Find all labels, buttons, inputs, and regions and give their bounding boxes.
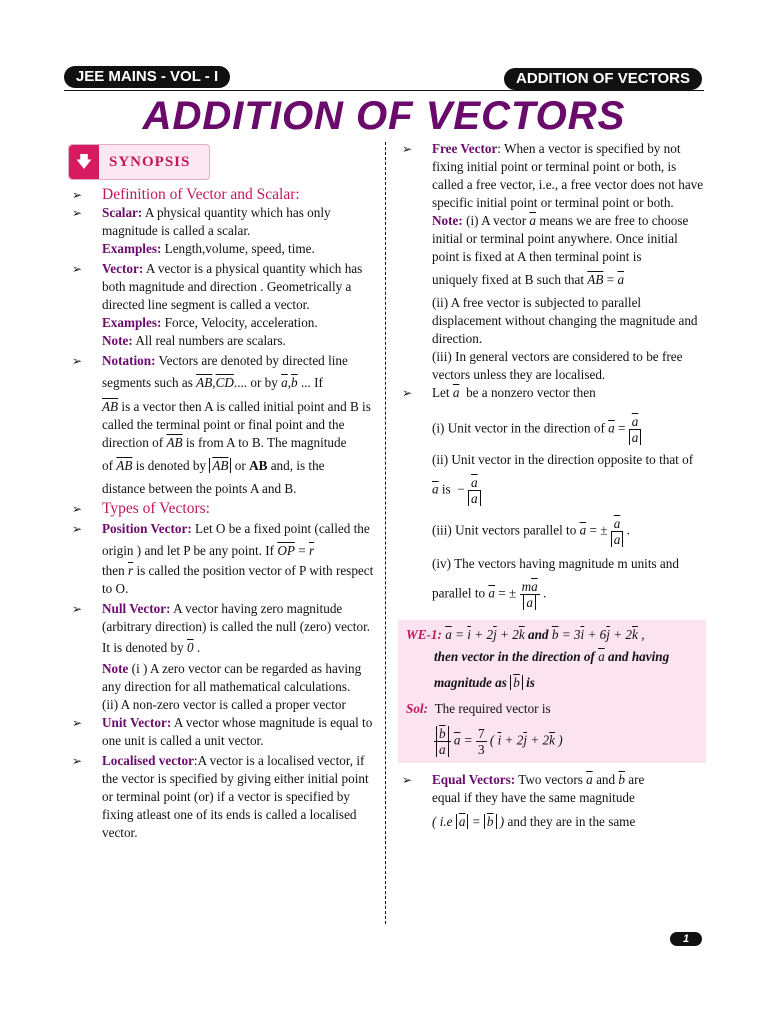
list-item: [64, 332, 380, 350]
term: Examples:: [102, 241, 162, 256]
text: A vector whose magnitude is equal to one unit is called a unit vector.: [102, 715, 373, 748]
list-item: ➢ Definition of Vector and Scalar:: [72, 186, 300, 203]
text: are: [628, 772, 645, 787]
list-item: [394, 555, 706, 573]
text: then vector in the direction of: [434, 649, 595, 664]
list-item: [394, 348, 706, 384]
text: equal if they have the same magnitude: [432, 790, 635, 805]
list-item: [394, 294, 706, 348]
text: A vector having zero magnitude (arbitrary direction) is called the null (zero) vector.: [102, 601, 371, 634]
column-divider: [385, 142, 386, 924]
math: $\overline{a}$: [529, 213, 537, 228]
math: $\overline{a}$: [488, 585, 495, 601]
solution-label: Sol:: [406, 701, 428, 716]
text: and, is the: [270, 458, 325, 473]
list-item: (iii) Unit vectors parallel to $\overline{a}$ = ± $\frac{\overline{a}}{a}$ .: [432, 516, 630, 547]
math: 0: [186, 640, 194, 655]
text: It is denoted by: [102, 640, 184, 655]
synopsis-badge: [68, 144, 210, 180]
math: $\overline{a}$: [452, 385, 460, 400]
header-rule: [64, 90, 704, 91]
text: AB: [249, 458, 268, 473]
synopsis-label: SYNOPSIS: [109, 154, 191, 170]
math: $\overline{r}$: [308, 543, 315, 558]
list-item: [64, 314, 380, 332]
text: of: [102, 458, 113, 473]
text: Vectors are denoted by directed line: [158, 353, 348, 368]
text: A vector is a physical quantity which has both magnitude and direction .: [102, 261, 363, 294]
text: or: [234, 458, 246, 473]
list-item: [64, 660, 380, 696]
text: A physical quantity which has only magnitude is called a scalar.: [102, 205, 331, 238]
text: ... If: [300, 375, 323, 390]
solution-formula: $\frac{\overline{b}}{a}$ $\overline{a}$ = $\frac{7}{3}$ ( $\overline{i} + 2\overline{j} + 2\overline{k}$ ): [406, 726, 700, 757]
list-item: [64, 480, 380, 498]
text: : When a vector is specified by not fixing initial point or terminal point or both, is called a free vector, i.e., a free vector does not have specific initial point or terminal point or both.: [432, 141, 704, 210]
math-fraction: $\frac{\overline{a}}{a}$: [629, 414, 642, 445]
text: distance between the points A and B.: [102, 481, 297, 496]
left-column: [64, 144, 380, 842]
term: Equal Vectors:: [432, 772, 516, 787]
term: Localised vector: [102, 753, 194, 768]
list-item: ➢ Vector: A vector is a physical quantity which has both magnitude and direction . Geometrically a directed line segment is called a vector.: [72, 261, 363, 312]
list-item: parallel to $\overline{a}$ = ± $\frac{m\overline{a}}{a}$ .: [432, 579, 547, 610]
list-item: ➢ Notation: Vectors are denoted by directed line: [72, 353, 348, 368]
math: $\overline{AB}$: [587, 272, 604, 287]
list-item: segments such as $\overline{AB},\overline{CD}$.... or by $\overline{a},\overline{b}$ ... If: [102, 375, 323, 390]
text: is denoted by: [135, 458, 207, 473]
list-item: [64, 562, 380, 598]
term: Examples:: [102, 315, 162, 330]
math: $\overline{AB}$: [209, 458, 231, 473]
math: $\overline{r}$: [128, 563, 134, 578]
list-item: [394, 451, 706, 469]
term: Unit Vector:: [102, 715, 172, 730]
list-item: [394, 813, 706, 831]
math: $\overline{a}$: [586, 772, 593, 787]
header-right-label: ADDITION OF VECTORS: [504, 68, 702, 90]
example-label: WE-1:: [406, 627, 442, 642]
text: The required vector is: [434, 701, 551, 716]
down-arrow-icon: 🡇: [69, 145, 99, 179]
math: ( i.e $\overline{a} = \overline{b}$ ): [432, 814, 505, 829]
text: Length,volume, speed, time.: [164, 241, 315, 256]
text: parallel to: [432, 585, 486, 601]
section-heading: Definition of Vector and Scalar: [102, 186, 296, 203]
text: and having: [608, 649, 670, 664]
text: (ii) A non-zero vector is called a proper vector: [102, 697, 346, 712]
math: $\overline{AB}$: [102, 399, 119, 414]
text: Let: [432, 385, 450, 400]
text: (ii) A free vector is subjected to parallel displacement without changing the magnitude and direction.: [432, 295, 698, 346]
text: then: [102, 563, 125, 578]
text: Force, Velocity, acceleration.: [164, 315, 318, 330]
page-title: ADDITION OF VECTORS: [0, 94, 768, 139]
text: .... or by: [233, 375, 278, 390]
header-left-label: JEE MAINS - VOL - I: [64, 66, 230, 88]
text: Let O be a fixed point (called: [195, 521, 351, 536]
list-item: ➢ Localised vector:A vector is a localised vector, if the vector is specified by giving either initial point or terminal point (or) if a vector is specified by fixing atleast one of its ends is called a localised vector.: [72, 753, 369, 840]
text: (i) Unit vector in the direction of: [432, 420, 605, 436]
term: Vector:: [102, 261, 144, 276]
term: Free Vector: [432, 141, 498, 156]
list-item: [394, 789, 706, 807]
list-item: (i) Unit vector in the direction of $\overline{a}$ = $\frac{\overline{a}}{a}$: [394, 414, 706, 445]
math-fraction: $\frac{m\overline{a}}{a}$: [521, 579, 538, 610]
text: All real numbers are scalars.: [135, 333, 286, 348]
math: $\overline{a}$: [608, 420, 615, 436]
math: $\overline{a}$: [598, 649, 605, 664]
math: $\overline{a}$: [281, 375, 288, 390]
term: Position Vector:: [102, 521, 192, 536]
text: magnitude as: [434, 675, 507, 690]
math-fraction: $\frac{\overline{a}}{a}$: [611, 516, 624, 547]
text: and they are in the same: [507, 814, 636, 829]
term: Null Vector:: [102, 601, 171, 616]
list-item: ➢ Let $\overline{a}$ be a nonzero vector then: [402, 385, 596, 400]
math: $\overline{b} = 3\overline{i} + 6\overline{j} + 2\overline{k}$ ,: [551, 627, 645, 642]
text: means we are free to choose initial or terminal point anywhere. Once initial point is fixed at A then terminal point is: [432, 213, 689, 264]
text: and: [596, 772, 616, 787]
list-item: ➢ Position Vector: Let O be a fixed point (called the origin ) and let P be any point. If $\overline{OP} = \overline{r}$: [72, 521, 370, 558]
text: Geometrically a directed line segment is called a vector.: [102, 279, 352, 312]
math-fraction: $\frac{\overline{a}}{a}$: [468, 475, 481, 506]
text: and: [527, 627, 549, 642]
list-item: ➢ Unit Vector: A vector whose magnitude is equal to one unit is called a unit vector.: [72, 715, 373, 748]
text: segments such as: [102, 375, 193, 390]
text: uniquely fixed at B such that: [432, 272, 584, 287]
text: :A vector is a localised vector, if the vector is specified by giving either initial point or terminal point (or) if a vector is specified by fixing atleast one of its ends is called a localised vector.: [102, 753, 369, 840]
term: Scalar:: [102, 205, 143, 220]
page-number: 1: [670, 932, 702, 946]
text: (iii) In general vectors are considered to be free vectors unless they are localised.: [432, 349, 683, 382]
list-item: It is denoted by 0 .: [102, 640, 201, 655]
list-item: $\overline{a}$ is − $\frac{\overline{a}}{a}$: [394, 475, 706, 506]
list-item: [394, 212, 706, 266]
text: is: [526, 675, 535, 690]
math: $\overline{b}$: [618, 772, 625, 787]
text: is called the position vector of P with respect to O.: [102, 563, 374, 596]
list-item: ➢ Free Vector: When a vector is specified by not fixing initial point or terminal point or both, is called a free vector, i.e., a free vector does not have specific initial point or terminal point or both.: [402, 141, 704, 210]
math: $\overline{a} = \overline{i} + 2\overline{j} + 2\overline{k}$: [445, 627, 525, 642]
list-item: [64, 398, 380, 452]
list-item: ➢ Equal Vectors: Two vectors $\overline{a}$ and $\overline{b}$ are: [402, 772, 645, 787]
math: $\overline{CD}$: [215, 375, 234, 390]
math: $\overline{AB}$: [196, 375, 213, 390]
math: $\overline{a}$: [617, 272, 625, 287]
text: (iv) The vectors having magnitude m units and: [432, 556, 679, 571]
text: Two vectors: [518, 772, 583, 787]
list-item: [64, 240, 380, 258]
text: (i) A vector: [466, 213, 527, 228]
list-item: uniquely fixed at B such that $\overline{AB} = \overline{a}$: [432, 272, 625, 287]
term: Note: [102, 661, 129, 676]
text: the origin ) and let P be any point. If: [102, 521, 370, 558]
math: $\overline{b}$: [510, 675, 523, 690]
text: (iii) Unit vectors parallel to: [432, 522, 577, 538]
text: (ii) Unit vector in the direction opposite to that of: [432, 452, 694, 467]
math: $\overline{AB}$: [166, 435, 183, 450]
text: is a vector then A is called initial point and B is called the terminal point or final point and the direction of: [102, 399, 371, 450]
text: is: [441, 481, 451, 497]
term: Note:: [102, 333, 133, 348]
math: $\overline{AB}$: [116, 458, 133, 473]
text: be a nonzero vector then: [466, 385, 596, 400]
list-item: [64, 696, 380, 714]
math: $\overline{a}$: [432, 481, 439, 497]
list-item: [64, 452, 380, 480]
right-column: [394, 140, 706, 831]
math: $\overline{OP}$: [277, 543, 295, 558]
text: is from A to B. The magnitude: [185, 435, 347, 450]
list-item: ➢ Types of Vectors:: [72, 500, 210, 517]
term: Notation:: [102, 353, 156, 368]
list-item: ➢ Null Vector: A vector having zero magnitude (arbitrary direction) is called the null (zero) vector.: [72, 601, 371, 634]
section-heading: Types of Vectors:: [102, 500, 210, 517]
math: $\overline{a}$: [579, 522, 587, 538]
term: Note:: [432, 213, 463, 228]
worked-example: [398, 620, 706, 763]
text: (i ) A zero vector can be regarded as having any direction for all mathematical calculations.: [102, 661, 362, 694]
list-item: ➢ Scalar: A physical quantity which has only magnitude is called a scalar.: [72, 205, 331, 238]
math: $\overline{b}$: [291, 375, 298, 390]
